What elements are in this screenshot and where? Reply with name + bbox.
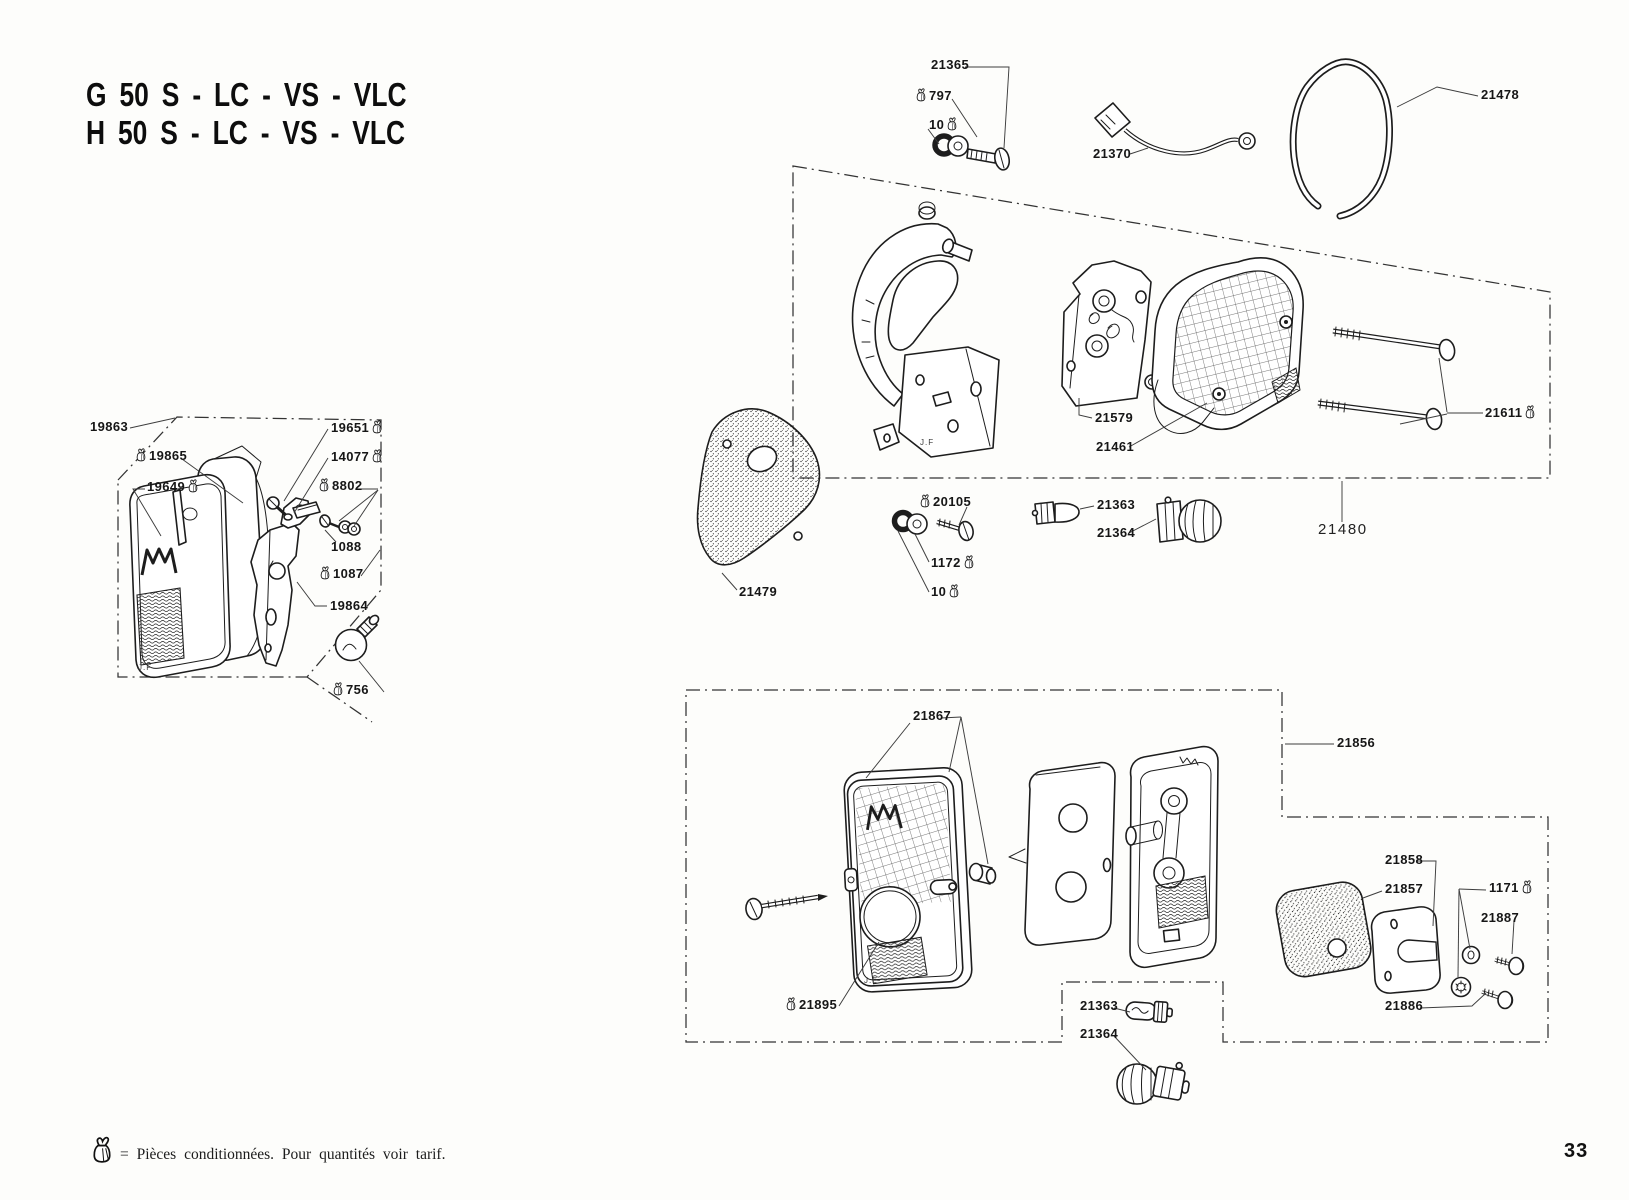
part-number: 21857: [1385, 881, 1424, 896]
part-number: 19865: [149, 448, 188, 463]
part-number: 19649: [147, 479, 186, 494]
conditioned-part-bag-icon: [964, 554, 974, 569]
part-number: 21611: [1485, 405, 1523, 420]
lens-gasket-ring: [1293, 62, 1389, 216]
long-fixing-screws: [1318, 327, 1456, 431]
part-label-1172: [931, 556, 974, 569]
fixing-plate: [1372, 907, 1441, 993]
lower-tail-lamp-assembly: [745, 717, 1524, 1104]
mounting-bracket: [251, 498, 320, 666]
part-label-21364-upper: [1097, 526, 1135, 539]
conditioned-part-bag-icon: [372, 419, 382, 434]
conditioned-part-bag-icon: [1522, 879, 1532, 894]
manufacturer-mark: J.F: [864, 976, 879, 985]
bulb-756: [336, 614, 381, 661]
part-label-21365: [931, 58, 969, 71]
part-label-21363-lower: [1080, 999, 1118, 1012]
part-label-1088: [331, 540, 362, 553]
lamp-back-housing: [1126, 747, 1218, 968]
conditioned-part-bag-icon: [947, 116, 957, 131]
part-number: 21856: [1337, 735, 1376, 750]
part-label-21480: [1318, 523, 1368, 536]
conditioned-part-bag-icon: [372, 448, 382, 463]
grommet-and-bolt: [935, 136, 1011, 171]
part-label-21895: [786, 998, 837, 1011]
rubber-pad: [698, 409, 820, 565]
conditioned-part-bag-icon: [319, 477, 329, 492]
part-label-20105: [920, 495, 971, 508]
part-label-1171: [1489, 881, 1532, 894]
part-number: 19863: [90, 419, 129, 434]
part-label-21364-lower: [1080, 1027, 1118, 1040]
manufacturer-mark: J.F: [138, 663, 153, 672]
lamp-support-bracket: [853, 202, 999, 457]
part-number: 1172: [931, 555, 961, 570]
part-number: 21461: [1096, 439, 1135, 454]
fixing-stud: [970, 864, 996, 885]
part-number: 21895: [799, 997, 838, 1012]
part-label-19649: [147, 480, 198, 493]
inner-divider-plate: [1009, 763, 1115, 945]
part-number: 14077: [331, 449, 370, 464]
part-number: 19651: [331, 420, 370, 435]
page-title-line-2: H 50 S - LC - VS - VLC: [86, 114, 406, 151]
part-number: 21364: [1080, 1026, 1119, 1041]
part-number: 10: [929, 117, 945, 132]
part-label-19651: [331, 421, 382, 434]
conditioned-part-bag-icon: [136, 447, 146, 462]
tail-lamp-lens: [840, 775, 964, 987]
part-label-19863: [90, 420, 128, 433]
part-label-21611: [1485, 406, 1535, 419]
part-number: 1171: [1489, 880, 1519, 895]
part-number: 21579: [1095, 410, 1134, 425]
conditioned-part-bag-icon: [920, 493, 930, 508]
part-label-21887: [1481, 911, 1519, 924]
part-number: 21365: [931, 57, 970, 72]
lamp-lens: [130, 475, 230, 678]
conditioned-part-bag-icon: [1525, 404, 1535, 419]
washers-and-screws: [1452, 947, 1524, 1009]
part-number: 19864: [330, 598, 369, 613]
part-label-19864: [330, 599, 368, 612]
washer-nut-set: [319, 514, 360, 535]
conditioned-part-bag-icon: [188, 478, 198, 493]
part-label-21858: [1385, 853, 1423, 866]
part-label-21478: [1481, 88, 1519, 101]
upper-stop-lamp-assembly: [698, 62, 1484, 592]
part-label-21857: [1385, 882, 1423, 895]
conditioned-part-bag-icon: [320, 565, 330, 580]
lens-textured-panel: [137, 588, 184, 665]
page-title-line-1: G 50 S - LC - VS - VLC: [86, 76, 407, 113]
conditioned-part-bag-icon: [786, 996, 796, 1011]
part-number: 21867: [913, 708, 952, 723]
bulb-holder-plate: [1062, 261, 1151, 406]
part-number: 21364: [1097, 525, 1136, 540]
part-label-10-lower: [931, 585, 959, 598]
part-number: 756: [346, 682, 369, 697]
part-label-8802: [319, 479, 363, 492]
part-number: 21363: [1097, 497, 1136, 512]
part-number: 10: [931, 584, 947, 599]
part-label-21886: [1385, 999, 1423, 1012]
part-label-797: [916, 89, 952, 102]
conditioned-part-bag-icon: [949, 583, 959, 598]
part-number: 21858: [1385, 852, 1424, 867]
part-label-21479: [739, 585, 777, 598]
part-number: 21478: [1481, 87, 1520, 102]
part-label-21579: [1095, 411, 1133, 424]
part-label-21867: [913, 709, 951, 722]
part-number: 797: [929, 88, 952, 103]
manufacturer-mark: J.F: [920, 438, 935, 447]
part-label-1087: [320, 567, 364, 580]
part-label-756: [333, 683, 369, 696]
long-screw: [745, 894, 828, 921]
part-number: 1088: [331, 539, 362, 554]
housing-gasket: [1273, 879, 1374, 980]
part-number: 21363: [1080, 998, 1119, 1013]
part-number: 21480: [1318, 521, 1368, 538]
footer-legend: = Pièces conditionnées. Pour quantités voir tarif.: [120, 1146, 446, 1163]
part-label-10-top: [929, 118, 957, 131]
part-number: 21886: [1385, 998, 1424, 1013]
part-number: 20105: [933, 494, 972, 509]
part-number: 21479: [739, 584, 778, 599]
stop-lamp-housing: [1152, 258, 1303, 434]
part-number: 21370: [1093, 146, 1132, 161]
part-label-19865: [136, 449, 187, 462]
part-label-21363-upper: [1097, 498, 1135, 511]
conditioned-part-bag-icon: [333, 681, 343, 696]
conditioned-parts-bag-icon: [92, 1134, 112, 1164]
part-label-21370: [1093, 147, 1131, 160]
part-number: 21887: [1481, 910, 1520, 925]
part-label-21856: [1337, 736, 1375, 749]
part-number: 8802: [332, 478, 363, 493]
part-label-21461: [1096, 440, 1134, 453]
part-number: 1087: [333, 566, 364, 581]
page-number: 33: [1564, 1140, 1589, 1162]
part-label-14077: [331, 450, 382, 463]
conditioned-part-bag-icon: [916, 87, 926, 102]
